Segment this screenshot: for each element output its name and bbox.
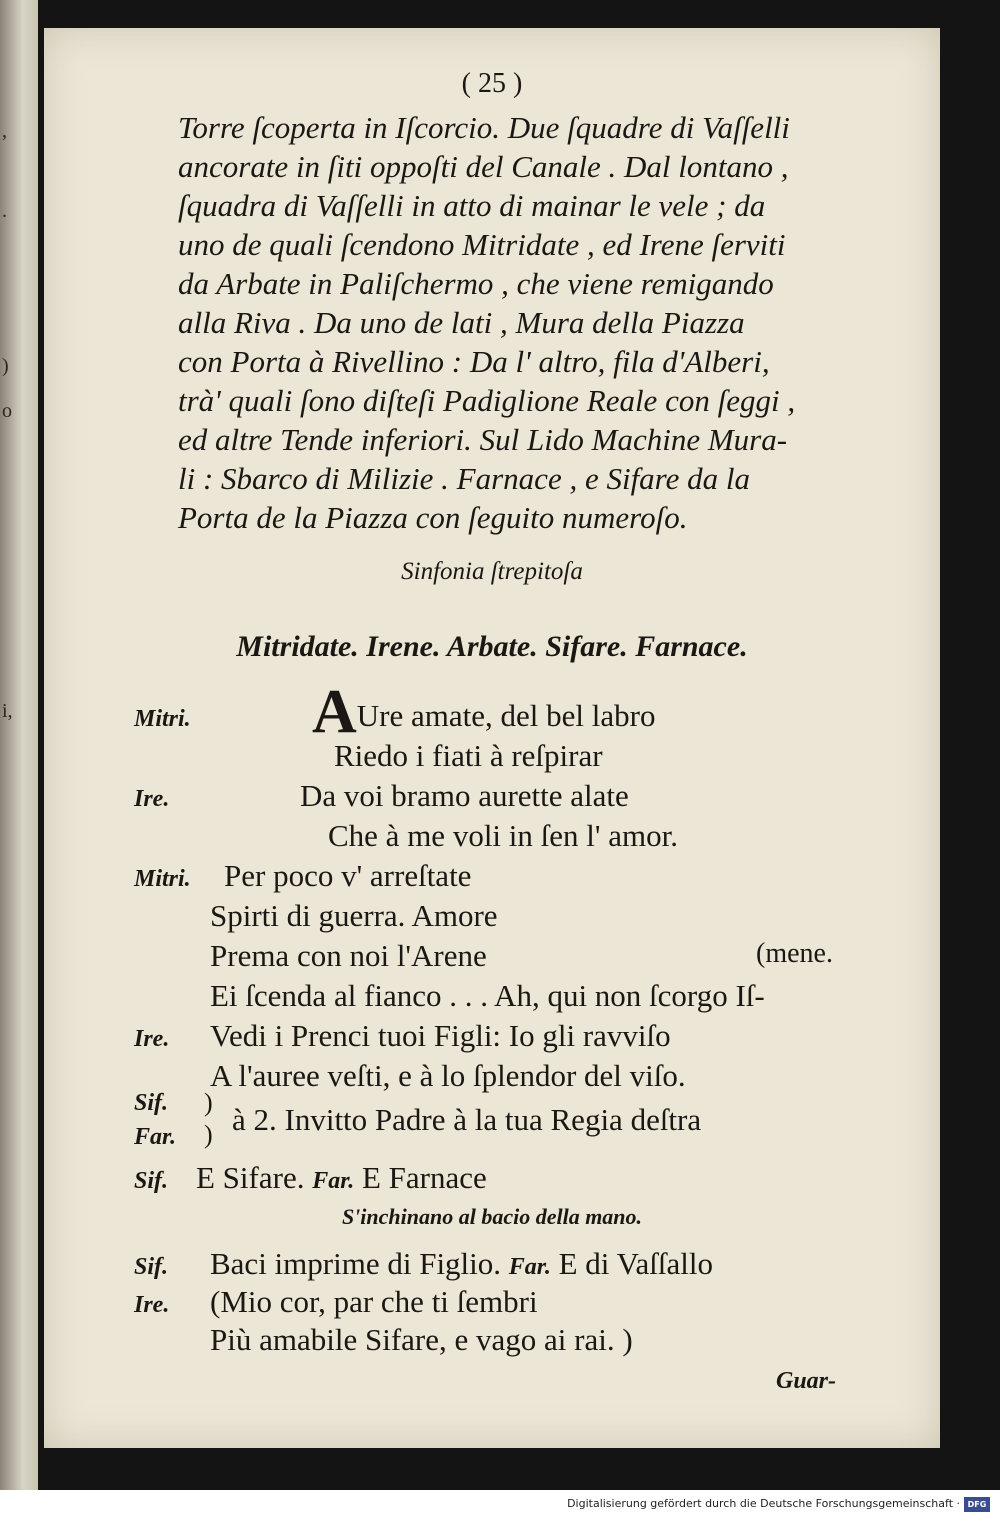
speaker-label-inline: Far. xyxy=(312,1168,355,1194)
speaker-label: Sif. xyxy=(134,1254,169,1280)
verse-text xyxy=(210,1246,713,1282)
stage-direction-line: Torre ſcoperta in Iſcorcio. Due ſquadre di Vaſſelli xyxy=(178,110,790,145)
stage-direction-line: uno de quali ſcendono Mitridate , ed Irene ſerviti xyxy=(178,227,786,262)
verse-text: Vedi i Prenci tuoi Figli: Io gli ravviſo xyxy=(210,1018,671,1053)
verse-text-part: Baci imprime di Figlio. xyxy=(210,1246,502,1281)
stage-direction-line: alla Riva . Da uno de lati , Mura della Piazza xyxy=(178,305,745,340)
verse-text-part: E Sifare. xyxy=(196,1160,305,1195)
facing-page-fragment: o xyxy=(2,400,12,422)
speaker-label: Ire. xyxy=(134,786,170,812)
verse-text-part: E di Vaſſallo xyxy=(558,1246,713,1281)
verse-text: Riedo i fiati à reſpirar xyxy=(334,738,603,773)
verse-line xyxy=(44,678,940,746)
stage-direction-line: Porta de la Piazza con ſeguito numeroſo. xyxy=(178,500,688,535)
characters-list: Mitridate. Irene. Arbate. Sifare. Farnace. xyxy=(236,630,748,663)
facing-page-edge xyxy=(0,0,38,1490)
book-page xyxy=(44,28,940,1448)
facing-page-fragment: , xyxy=(2,120,7,142)
sinfonia-heading: Sinfonia ſtrepitoſa xyxy=(401,558,583,585)
duet-line xyxy=(44,1088,940,1158)
stage-direction-line: da Arbate in Paliſchermo , che viene remigando xyxy=(178,266,774,301)
stage-direction-line: trà' quali ſono diſteſi Padiglione Reale con ſeggi , xyxy=(178,383,796,418)
verse-text: Da voi bramo aurette alate xyxy=(300,778,629,813)
facing-page-fragment: . xyxy=(2,200,7,222)
verse-text: Per poco v' arreſtate xyxy=(224,858,472,893)
catchword: Guar- xyxy=(775,1368,836,1394)
speaker-label: Far. xyxy=(134,1124,177,1150)
verse-text: Spirti di guerra. Amore xyxy=(210,898,498,933)
bracket: ) xyxy=(204,1120,213,1149)
stage-direction-line: li : Sbarco di Milizie . Farnace , e Sifare da la xyxy=(178,461,750,496)
stage-direction-line: ſquadra di Vaſſelli in atto di mainar le vele ; da xyxy=(178,188,766,223)
stage-direction xyxy=(178,108,898,537)
speaker-label: Sif. xyxy=(134,1168,169,1194)
verse-text-part: E Farnace xyxy=(362,1160,487,1195)
verse-text: Prema con noi l'Arene xyxy=(210,938,487,973)
speaker-label: Ire. xyxy=(134,1026,170,1052)
speaker-label-inline: Far. xyxy=(508,1254,551,1280)
facing-page-fragment: i, xyxy=(2,700,13,722)
page-number: ( 25 ) xyxy=(461,68,523,99)
verse-text-body: Ure amate, del bel labro xyxy=(356,698,656,733)
funding-credit: Digitalisierung gefördert durch die Deutsche Forschungsgemeinschaft · xyxy=(567,1497,960,1510)
stage-direction-line: ed altre Tende inferiori. Sul Lido Machine Mura- xyxy=(178,422,788,457)
stage-direction-line: ancorate in ſiti oppoſti del Canale . Dal lontano , xyxy=(178,149,789,184)
speaker-label: Sif. xyxy=(134,1090,169,1116)
stage-direction-line: con Porta à Rivellino : Da l' altro, fila d'Alberi, xyxy=(178,344,770,379)
verse-text xyxy=(196,1160,487,1196)
bracket: ) xyxy=(204,1088,213,1117)
verse-turnover: (mene. xyxy=(756,938,833,969)
speaker-label: Ire. xyxy=(134,1292,170,1318)
facing-page-fragment: ) xyxy=(2,355,9,377)
verse-text: à 2. Invitto Padre à la tua Regia deſtra xyxy=(232,1102,702,1137)
stage-direction-inline: S'inchinano al bacio della mano. xyxy=(341,1204,643,1229)
verse-text: Più amabile Sifare, e vago ai rai. ) xyxy=(210,1322,633,1357)
speaker-label: Mitri. xyxy=(134,866,191,892)
dfg-logo-icon: DFG xyxy=(964,1497,990,1512)
verse-text: Ei ſcenda al fianco . . . Ah, qui non ſcorgo Iſ- xyxy=(210,978,765,1013)
footer-bar xyxy=(0,1490,1000,1520)
verse-text: Che à me voli in ſen l' amor. xyxy=(328,818,678,853)
drop-capital: A xyxy=(312,678,357,746)
speaker-label: Mitri. xyxy=(134,706,191,732)
verse-text: A l'auree veſti, e à lo ſplendor del viſo. xyxy=(210,1058,686,1093)
verse-text: (Mio cor, par che ti ſembri xyxy=(210,1284,538,1319)
verse-text xyxy=(312,678,656,746)
